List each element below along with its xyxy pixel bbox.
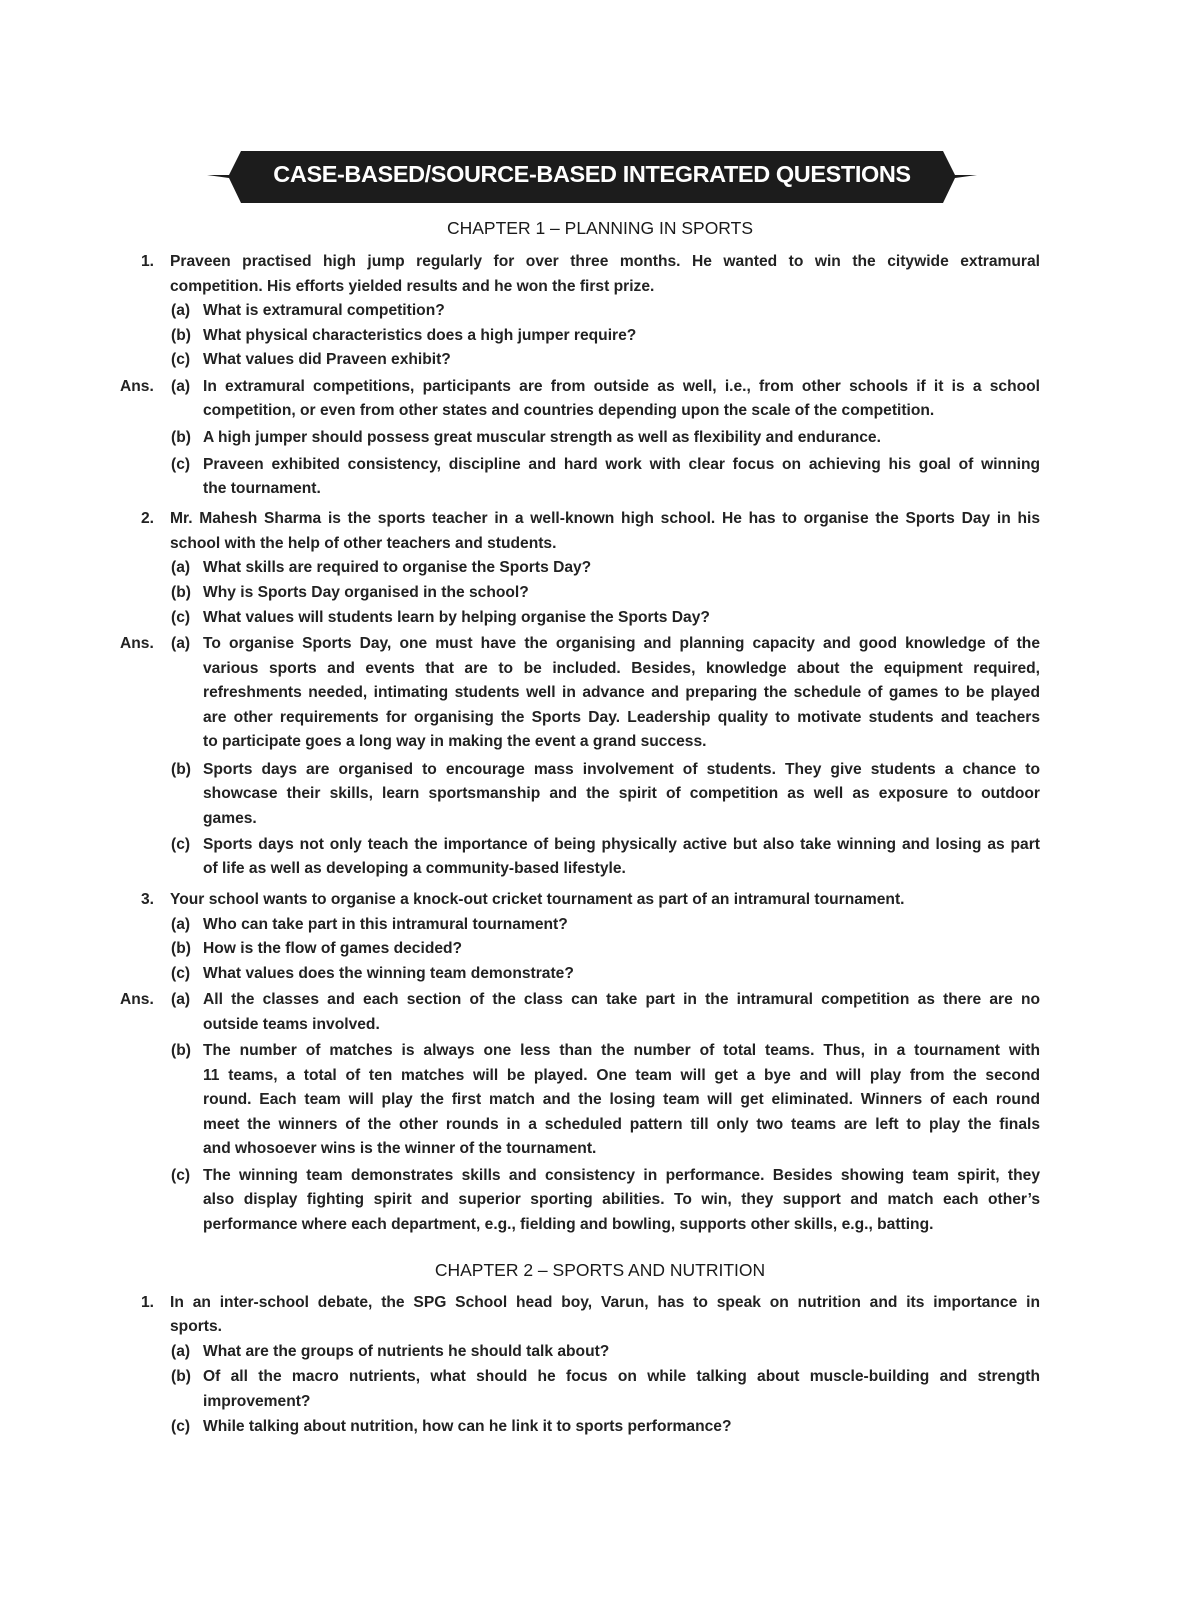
sub-question: How is the flow of games decided? <box>203 940 463 957</box>
sub-question: What skills are required to organise the Sports Day? <box>203 559 592 576</box>
answer-label: Ans. <box>120 378 154 395</box>
question-text: Your school wants to organise a knock-out cricket tournament as part of an intramural tournament. <box>170 891 905 908</box>
answer-text: 11 teams, a total of ten matches will be played. One team will get a bye and will play from the second <box>203 1067 1040 1084</box>
sub-question-label: (b) <box>171 1368 191 1385</box>
answer-text: the tournament. <box>203 480 321 497</box>
sub-question-label: (a) <box>171 559 191 576</box>
sub-question: What are the groups of nutrients he should talk about? <box>203 1343 610 1360</box>
sub-question: What values will students learn by helping organise the Sports Day? <box>203 609 710 626</box>
banner-title: CASE-BASED/SOURCE-BASED INTEGRATED QUESTIONS <box>273 161 911 187</box>
answer-label: Ans. <box>120 635 154 652</box>
answer-text: outside teams involved. <box>203 1016 380 1033</box>
section-banner <box>207 148 977 206</box>
sub-question-label: (c) <box>171 351 191 368</box>
question-number: 2. <box>141 510 155 527</box>
answer-text: meet the winners of the other rounds in a scheduled pattern till only two teams are left to play the finals <box>203 1116 1040 1133</box>
answer-part-label: (b) <box>171 761 191 778</box>
sub-question-label: (b) <box>171 584 191 601</box>
sub-question-label: (b) <box>171 327 191 344</box>
question-text: school with the help of other teachers and students. <box>170 535 557 552</box>
answer-text: of life as well as developing a community-based lifestyle. <box>203 860 626 877</box>
answer-part-label: (c) <box>171 836 191 853</box>
sub-question: What values did Praveen exhibit? <box>203 351 451 368</box>
answer-label: Ans. <box>120 991 154 1008</box>
answer-part-label: (b) <box>171 1042 191 1059</box>
sub-question: Why is Sports Day organised in the school? <box>203 584 529 601</box>
answer-text: and whosoever wins is the winner of the tournament. <box>203 1140 597 1157</box>
answer-part-label: (a) <box>171 378 191 395</box>
answer-text: The number of matches is always one less than the number of total teams. Thus, in a tournament with <box>203 1042 1040 1059</box>
answer-text: performance where each department, e.g., fielding and bowling, supports other skills, e.g., batting. <box>203 1216 934 1233</box>
sub-question: What values does the winning team demonstrate? <box>203 965 574 982</box>
answer-text: The winning team demonstrates skills and consistency in performance. Besides showing team spirit, they <box>203 1167 1040 1184</box>
answer-part-label: (a) <box>171 991 191 1008</box>
answer-text: Sports days not only teach the importance of being physically active but also take winning and losing as part <box>203 836 1040 853</box>
answer-part-label: (c) <box>171 456 191 473</box>
answer-text: also display fighting spirit and superior sporting abilities. To win, they support and match each other’s <box>203 1191 1040 1208</box>
answer-text: To organise Sports Day, one must have the organising and planning capacity and good knowledge of the <box>203 635 1040 652</box>
answer-part-label: (c) <box>171 1167 191 1184</box>
answer-text: to participate goes a long way in making the event a grand success. <box>203 733 707 750</box>
chapter-2-title: CHAPTER 2 – SPORTS AND NUTRITION <box>434 1260 766 1280</box>
answer-part-label: (b) <box>171 429 191 446</box>
answer-text: games. <box>203 810 257 827</box>
sub-question-label: (c) <box>171 965 191 982</box>
answer-text: various sports and events that are to be included. Besides, knowledge about the equipment required, <box>203 660 1040 677</box>
answer-text: refreshments needed, intimating students well in advance and preparing the schedule of games to be played <box>203 684 1040 701</box>
answer-text: competition, or even from other states and countries depending upon the scale of the competition. <box>203 402 935 419</box>
answer-text: are other requirements for organising the Sports Day. Leadership quality to motivate students and teachers <box>203 709 1040 726</box>
question-number: 1. <box>141 253 155 270</box>
question-number: 3. <box>141 891 155 908</box>
sub-question-label: (a) <box>171 302 191 319</box>
question-text: Praveen practised high jump regularly for over three months. He wanted to win the citywide extramural <box>170 253 1040 270</box>
answer-text: All the classes and each section of the class can take part in the intramural competition as there are no <box>203 991 1040 1008</box>
sub-question: What is extramural competition? <box>203 302 445 319</box>
answer-text: In extramural competitions, participants are from outside as well, i.e., from other schools if it is a school <box>203 378 1040 395</box>
sub-question: Who can take part in this intramural tournament? <box>203 916 568 933</box>
sub-question: improvement? <box>203 1393 311 1410</box>
sub-question-label: (c) <box>171 1418 191 1435</box>
answer-text: A high jumper should possess great muscular strength as well as flexibility and endurance. <box>203 429 881 446</box>
sub-question: Of all the macro nutrients, what should he focus on while talking about muscle-building and strength <box>203 1368 1040 1385</box>
answer-text: round. Each team will play the first match and the losing team will get eliminated. Winners of each round <box>203 1091 1040 1108</box>
sub-question: While talking about nutrition, how can he link it to sports performance? <box>203 1418 732 1435</box>
question-number: 1. <box>141 1294 155 1311</box>
question-text: Mr. Mahesh Sharma is the sports teacher in a well-known high school. He has to organise the Sports Day in his <box>170 510 1040 527</box>
question-text: competition. His efforts yielded results and he won the first prize. <box>170 278 655 295</box>
sub-question-label: (a) <box>171 916 191 933</box>
answer-part-label: (a) <box>171 635 191 652</box>
answer-text: showcase their skills, learn sportsmanship and the spirit of competition as well as exposure to outdoor <box>203 785 1040 802</box>
question-text: sports. <box>170 1318 222 1335</box>
sub-question-label: (a) <box>171 1343 191 1360</box>
chapter-1-title: CHAPTER 1 – PLANNING IN SPORTS <box>446 218 753 238</box>
sub-question-label: (b) <box>171 940 191 957</box>
question-text: In an inter-school debate, the SPG School head boy, Varun, has to speak on nutrition and its importance in <box>170 1294 1040 1311</box>
answer-text: Praveen exhibited consistency, discipline and hard work with clear focus on achieving his goal of winning <box>203 456 1040 473</box>
sub-question: What physical characteristics does a high jumper require? <box>203 327 637 344</box>
answer-text: Sports days are organised to encourage mass involvement of students. They give students a chance to <box>203 761 1040 778</box>
sub-question-label: (c) <box>171 609 191 626</box>
